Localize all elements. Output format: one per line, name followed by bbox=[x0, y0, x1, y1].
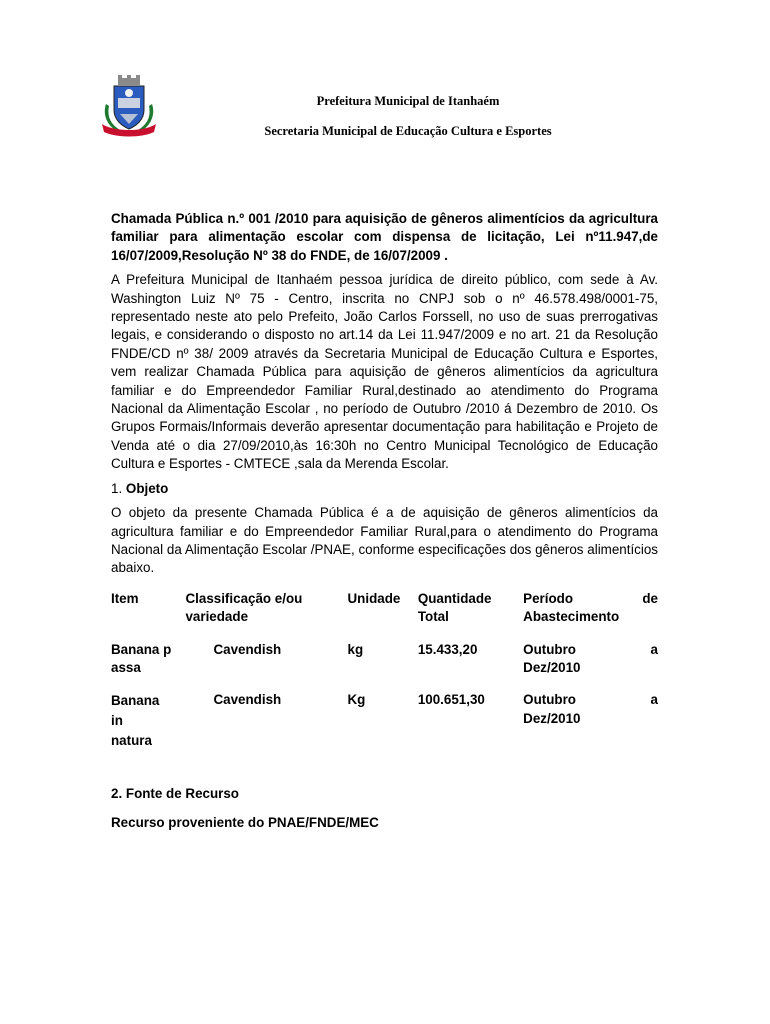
cell-classificacao: Cavendish bbox=[213, 692, 282, 708]
cell-unidade: kg bbox=[347, 641, 364, 657]
header-quantidade: Quantidade Total bbox=[417, 590, 492, 625]
section-1-title: Objeto bbox=[125, 480, 169, 496]
org-name: Prefeitura Municipal de Itanhaém bbox=[316, 94, 500, 108]
header-periodo-c: Abastecimento bbox=[523, 609, 620, 625]
cell-quantidade: 15.433,20 bbox=[417, 641, 478, 657]
cell-item: Banana passa bbox=[111, 641, 172, 675]
table-row bbox=[111, 641, 658, 692]
cell-quantidade: 100.651,30 bbox=[417, 692, 485, 708]
cell-unidade: Kg bbox=[347, 692, 366, 708]
intro-paragraph: A Prefeitura Municipal de Itanhaém pessoa jurídica de direito público, com sede à Av. Washington Luiz Nº 75 - Centro, inscrita no CNPJ sob o nº 46.578.498/0001-75, representado neste ato pelo Prefeito, João Carlos Forssell, no uso de suas prerrogativas legais, e considerando o disposto no art.14 da Lei 11.947/2009 e no art. 21 da Resolução FNDE/CD nº 38/ 2009 através da Secretaria Municipal de Educação Cultura e Esportes, vem realizar Chamada Pública para aquisição de gêneros alimentícios da agricultura familiar e do Empreendedor Familiar Rural,destinado ao atendimento do Programa Nacional da Alimentação Escolar , no período de Outubro /2010 á Dezembro de 2010. Os Grupos Formais/Informais deverão apresentar documentação para habilitação e Projeto de Venda até o dia 27/09/2010,às 16:30h no Centro Municipal Tecnológico de Educação Cultura e Esportes - CMTECE ,sala da Merenda Escolar. bbox=[111, 272, 658, 472]
cell-periodo-c: Dez/2010 bbox=[523, 710, 581, 726]
cell-item: Banana in natura bbox=[111, 693, 160, 749]
section-1-paragraph: O objeto da presente Chamada Pública é a de aquisição de gêneros alimentícios da agricultura familiar e do Empreendedor Familiar Rural,para o atendimento do Programa Nacional da Alimentação Escolar /PNAE, conforme especificações dos gêneros alimentícios abaixo. bbox=[111, 505, 658, 576]
cell-periodo bbox=[523, 691, 658, 765]
document-title: Chamada Pública n.º 001 /2010 para aquisição de gêneros alimentícios da agricultura familiar para alimentação escolar com dispensa de licitação, Lei nº11.947,de 16/07/2009,Resolução Nº 38 do FNDE, de 16/07/2009 . bbox=[111, 211, 658, 263]
header-periodo bbox=[523, 590, 658, 641]
header-unidade: Unidade bbox=[347, 590, 401, 606]
items-table bbox=[111, 590, 658, 766]
cell-periodo-a: Outubro bbox=[523, 641, 576, 657]
section-1-number: 1. bbox=[111, 480, 123, 496]
header-periodo-a: Período bbox=[523, 590, 574, 606]
cell-classificacao: Cavendish bbox=[213, 641, 282, 657]
section-2-text: Recurso proveniente do PNAE/FNDE/MEC bbox=[111, 814, 379, 830]
header-periodo-b: de bbox=[642, 590, 658, 606]
document-body bbox=[111, 210, 658, 832]
cell-periodo-c: Dez/2010 bbox=[523, 659, 581, 675]
section-2-heading: 2. Fonte de Recurso bbox=[111, 786, 239, 802]
table-header-row bbox=[111, 590, 658, 641]
cell-periodo bbox=[523, 641, 658, 692]
org-department: Secretaria Municipal de Educação Cultura e Esportes bbox=[264, 124, 552, 138]
section-1-heading bbox=[111, 480, 658, 498]
cell-periodo-a: Outubro bbox=[523, 692, 576, 708]
header-classificacao: Classificação e/ou variedade bbox=[185, 590, 303, 625]
cell-periodo-b: a bbox=[650, 641, 658, 657]
header-item: Item bbox=[111, 590, 139, 606]
cell-periodo-b: a bbox=[650, 692, 658, 708]
table-row bbox=[111, 691, 658, 765]
